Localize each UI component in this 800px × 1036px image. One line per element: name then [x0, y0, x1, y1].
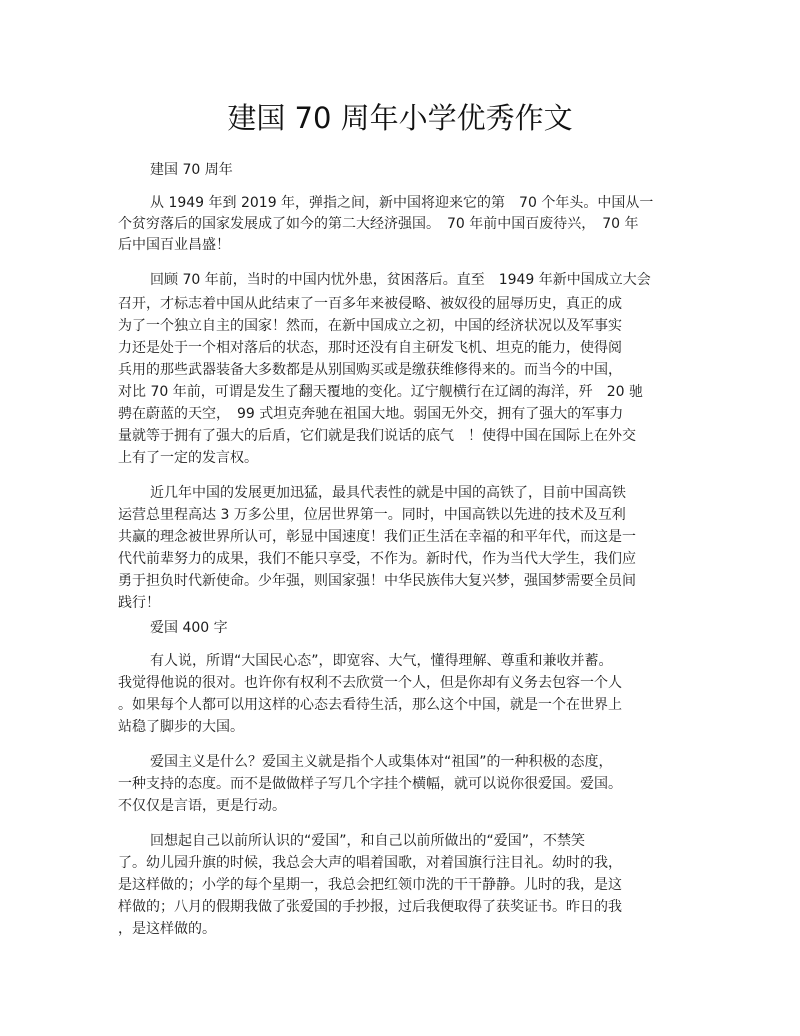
paragraph-line: 共赢的理念被世界所认可，彰显中国速度！我们正生活在幸福的和平年代，而这是一	[118, 529, 636, 545]
paragraph-line: 力还是处于一个相对落后的状态，那时还没有自主研发飞机、坦克的能力，使得阅	[118, 340, 622, 356]
paragraph-line: 有人说，所谓“大国民心态”，即宽容、大气，懂得理解、尊重和兼收并蓄。	[150, 653, 613, 669]
paragraph-line: 骋在蔚蓝的天空， 99 式坦克奔驰在祖国大地。弱国无外交，拥有了强大的军事力	[118, 406, 624, 422]
paragraph-line: 上有了一定的发言权。	[118, 450, 258, 466]
paragraph-line: 样做的；八月的假期我做了张爱国的手抄报，过后我便取得了获奖证书。昨日的我	[118, 899, 622, 915]
section-heading: 建国 70 周年	[150, 162, 233, 178]
paragraph-line: 运营总里程高达 3 万多公里，位居世界第一。同时，中国高铁以先进的技术及互利	[118, 507, 626, 523]
section-heading: 爱国 400 字	[150, 620, 228, 636]
paragraph-line: 我觉得他说的很对。也许你有权利不去欣赏一个人，但是你却有义务去包容一个人	[118, 675, 622, 691]
paragraph-line: 对比 70 年前，可谓是发生了翻天覆地的变化。辽宁舰横行在辽阔的海洋，歼 20 驰	[118, 384, 643, 400]
paragraph-line: ，是这样做的。	[118, 921, 216, 937]
document-title: 建国 70 周年小学优秀作文	[227, 101, 573, 135]
paragraph-line: 践行！	[118, 595, 160, 611]
paragraph-line: 兵用的那些武器装备大多数都是从别国购买或是缴获维修得来的。而当今的中国，	[118, 362, 622, 378]
paragraph-line: 回想起自己以前所认识的“爱国”，和自己以前所做出的“爱国”，不禁笑	[150, 833, 586, 849]
paragraph-line: 近几年中国的发展更加迅猛，最具代表性的就是中国的高铁了，目前中国高铁	[150, 485, 626, 501]
paragraph-line: 个贫穷落后的国家发展成了如今的第二大经济强国。 70 年前中国百废待兴， 70 年	[118, 216, 639, 232]
paragraph-line: 代代前辈努力的成果，我们不能只享受，不作为。新时代，作为当代大学生，我们应	[118, 551, 636, 567]
paragraph-line: 了。幼儿园升旗的时候，我总会大声的唱着国歌，对着国旗行注目礼。幼时的我，	[118, 855, 622, 871]
paragraph-line: 。如果每个人都可以用这样的心态去看待生活，那么这个中国，就是一个在世界上	[118, 697, 622, 713]
paragraph-line: 从 1949 年到 2019 年，弹指之间，新中国将迎来它的第 70 个年头。中国从一	[150, 195, 654, 211]
paragraph-line: 爱国主义是什么？爱国主义就是指个人或集体对“祖国”的一种积极的态度，	[150, 754, 613, 770]
paragraph-line: 不仅仅是言语，更是行动。	[118, 798, 286, 814]
paragraph-line: 一种支持的态度。而不是做做样子写几个字挂个横幅，就可以说你很爱国。爱国。	[118, 776, 622, 792]
paragraph-line: 后中国百业昌盛！	[118, 237, 230, 253]
paragraph-line: 为了一个独立自主的国家！然而，在新中国成立之初，中国的经济状况以及军事实	[118, 318, 622, 334]
paragraph-line: 回顾 70 年前，当时的中国内忧外患，贫困落后。直至 1949 年新中国成立大会	[150, 272, 651, 288]
paragraph-line: 量就等于拥有了强大的后盾，它们就是我们说话的底气 ！使得中国在国际上在外交	[118, 428, 636, 444]
paragraph-line: 是这样做的；小学的每个星期一，我总会把红领巾洗的干干静静。儿时的我，是这	[118, 877, 622, 893]
paragraph-line: 勇于担负时代新使命。少年强，则国家强！中华民族伟大复兴梦，强国梦需要全员间	[118, 573, 636, 589]
paragraph-line: 召开，才标志着中国从此结束了一百多年来被侵略、被奴役的屈辱历史，真正的成	[118, 296, 622, 312]
paragraph-line: 站稳了脚步的大国。	[118, 719, 244, 735]
